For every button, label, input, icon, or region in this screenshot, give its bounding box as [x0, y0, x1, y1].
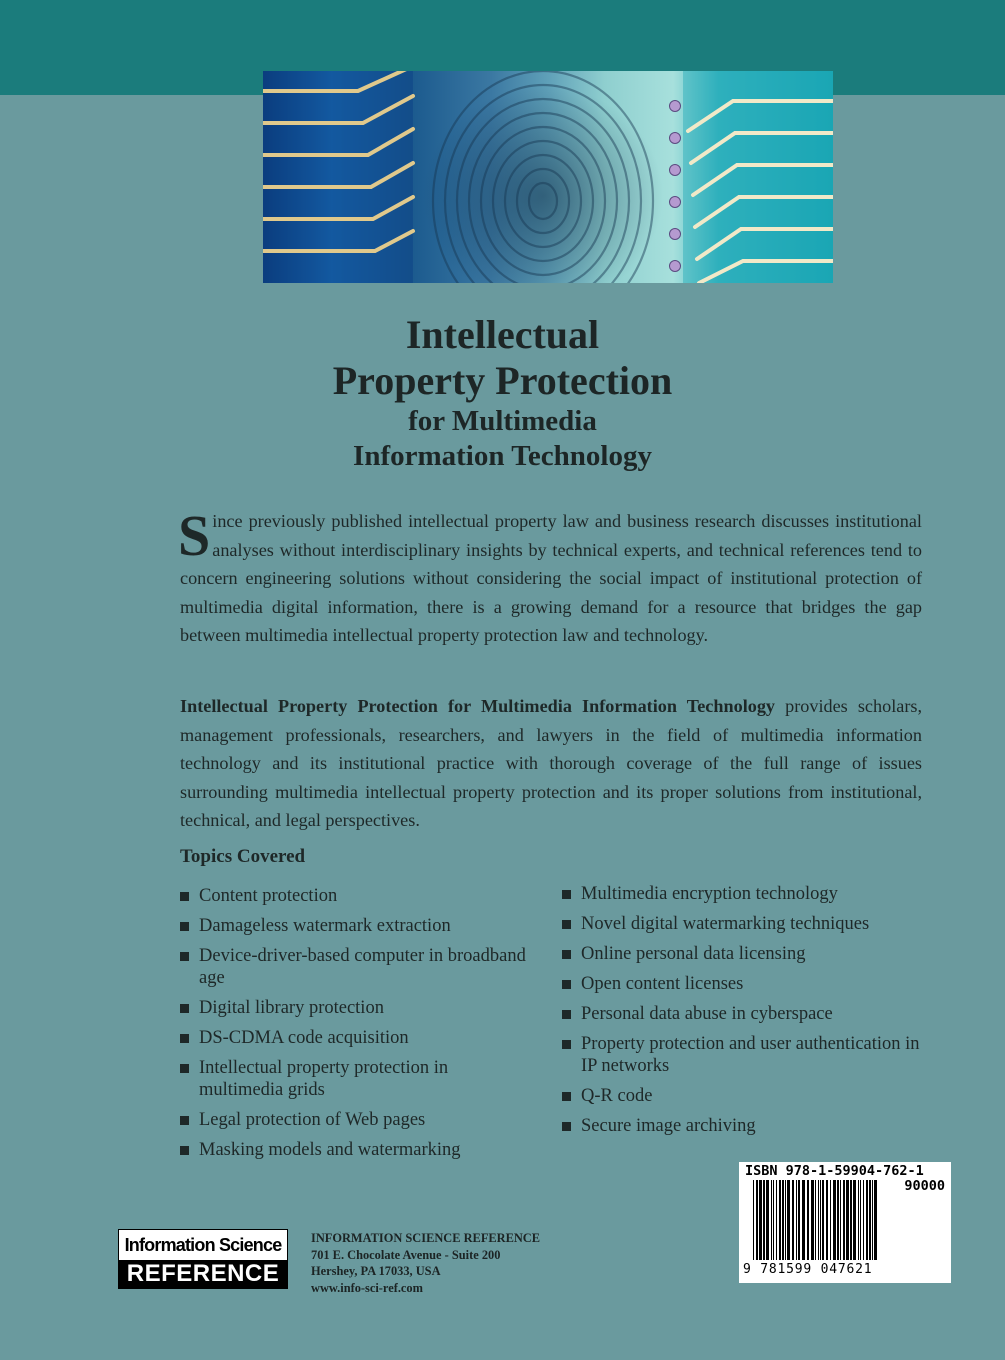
- square-bullet-icon: [180, 892, 189, 901]
- barcode-bar: [787, 1180, 790, 1260]
- paragraph-2-lead: Intellectual Property Protection for Multimedia Information Technology: [180, 696, 776, 716]
- square-bullet-icon: [180, 1034, 189, 1043]
- topic-item: Damageless watermark extraction: [180, 915, 530, 937]
- square-bullet-icon: [562, 920, 571, 929]
- square-bullet-icon: [180, 952, 189, 961]
- barcode-bar: [846, 1180, 849, 1260]
- barcode-bar: [815, 1180, 816, 1260]
- barcode-bar: [822, 1180, 824, 1260]
- barcode-bar: [792, 1180, 794, 1260]
- barcode-bar: [802, 1180, 805, 1260]
- barcode-bar: [853, 1180, 856, 1260]
- isbn-label: ISBN 978-1-59904-762-1: [745, 1163, 924, 1179]
- barcode-digits: 9 781599 047621: [743, 1262, 873, 1277]
- barcode-bar: [860, 1180, 861, 1260]
- barcode-bar: [863, 1180, 864, 1260]
- topic-item: DS-CDMA code acquisition: [180, 1027, 530, 1049]
- barcode-bar: [779, 1180, 781, 1260]
- barcode-bar: [776, 1180, 777, 1260]
- square-bullet-icon: [562, 1092, 571, 1101]
- barcode-bar: [807, 1180, 809, 1260]
- paragraph-1-text: ince previously published intellectual property law and business research discusses institutional analyses without interdisciplinary insights by technical experts, and technical references tend to concern engineering solutions without considering the social impact of institutional protection of multimedia digital information, there is a growing demand for a resource that bridges the gap between multimedia intellectual property protection law and technology.: [180, 511, 922, 645]
- description-paragraph-1: [178, 503, 922, 650]
- barcode-bar: [798, 1180, 800, 1260]
- fingerprint-circuit-image: [263, 71, 833, 283]
- drop-cap: S: [178, 503, 211, 568]
- publisher-logo: [118, 1229, 288, 1289]
- title-line-3: for Multimedia: [408, 405, 597, 437]
- topic-item: Personal data abuse in cyberspace: [562, 1003, 922, 1025]
- topics-list-right: [562, 883, 922, 1145]
- paragraph-2-text: provides scholars, management professionals, researchers, and lawyers in the field of multimedia information technology and its institutional practice with thorough coverage of the full range of issues surrounding multimedia intellectual property protection and its proper solutions from institutional, technical, and legal perspectives.: [180, 696, 923, 830]
- barcode-bar: [830, 1180, 831, 1260]
- square-bullet-icon: [180, 1116, 189, 1125]
- square-bullet-icon: [562, 1122, 571, 1131]
- square-bullet-icon: [562, 980, 571, 989]
- isbn-barcode: [739, 1162, 951, 1283]
- topic-item: Masking models and watermarking: [180, 1139, 530, 1161]
- barcode-bar: [840, 1180, 841, 1260]
- square-bullet-icon: [180, 922, 189, 931]
- topic-item: Open content licenses: [562, 973, 922, 995]
- price-code: 90000: [904, 1178, 945, 1194]
- book-title: [0, 312, 1005, 474]
- topics-heading: Topics Covered: [180, 846, 306, 867]
- topic-item: Multimedia encryption technology: [562, 883, 922, 905]
- topic-item: Device-driver-based computer in broadband age: [180, 945, 530, 989]
- barcode-bar: [796, 1180, 797, 1260]
- title-line-1: Intellectual: [405, 312, 600, 357]
- topic-item: Property protection and user authentication in IP networks: [562, 1033, 922, 1077]
- barcode-bar: [785, 1180, 786, 1260]
- square-bullet-icon: [562, 1010, 571, 1019]
- publisher-info: [311, 1230, 540, 1296]
- barcode-bar: [850, 1180, 852, 1260]
- title-line-4: Information Technology: [353, 440, 652, 472]
- logo-top-text: Information Science: [124, 1235, 282, 1255]
- barcode-bar: [782, 1180, 784, 1260]
- barcode-bar: [763, 1180, 765, 1260]
- topic-item: Content protection: [180, 885, 530, 907]
- barcode-bar: [837, 1180, 839, 1260]
- barcode-bar: [811, 1180, 814, 1260]
- barcode-bar: [818, 1180, 819, 1260]
- publisher-address-1: 701 E. Chocolate Avenue - Suite 200: [311, 1247, 501, 1262]
- topic-item: Novel digital watermarking techniques: [562, 913, 922, 935]
- barcode-bar: [753, 1180, 754, 1260]
- publisher-name: INFORMATION SCIENCE REFERENCE: [311, 1231, 541, 1245]
- barcode-bar: [820, 1180, 821, 1260]
- square-bullet-icon: [562, 890, 571, 899]
- publisher-address-2: Hershey, PA 17033, USA: [311, 1264, 441, 1278]
- logo-bottom-text: REFERENCE: [119, 1260, 287, 1288]
- topic-item: Online personal data licensing: [562, 943, 922, 965]
- square-bullet-icon: [180, 1004, 189, 1013]
- barcode-bar: [771, 1180, 772, 1260]
- barcode-bar: [874, 1180, 877, 1260]
- square-bullet-icon: [562, 1040, 571, 1049]
- barcode-bar: [872, 1180, 873, 1260]
- barcode-bar: [773, 1180, 774, 1260]
- topic-item: Intellectual property protection in multimedia grids: [180, 1057, 530, 1101]
- barcode-bar: [866, 1180, 868, 1260]
- barcode-bar: [766, 1180, 769, 1260]
- barcode-bar: [869, 1180, 871, 1260]
- square-bullet-icon: [180, 1064, 189, 1073]
- topic-item: Digital library protection: [180, 997, 530, 1019]
- topics-list-left: [180, 885, 530, 1169]
- barcode-bar: [756, 1180, 758, 1260]
- description-paragraph-2: [180, 692, 922, 835]
- topic-item: Legal protection of Web pages: [180, 1109, 530, 1131]
- title-line-2: Property Protection: [332, 358, 673, 403]
- square-bullet-icon: [180, 1146, 189, 1155]
- topic-item: Secure image archiving: [562, 1115, 922, 1137]
- barcode-bar: [843, 1180, 845, 1260]
- barcode-bars: [753, 1180, 879, 1260]
- topic-item: Q-R code: [562, 1085, 922, 1107]
- square-bullet-icon: [562, 950, 571, 959]
- barcode-bar: [833, 1180, 836, 1260]
- barcode-bar: [826, 1180, 828, 1260]
- barcode-bar: [858, 1180, 859, 1260]
- barcode-bar: [759, 1180, 762, 1260]
- publisher-website: www.info-sci-ref.com: [311, 1280, 423, 1295]
